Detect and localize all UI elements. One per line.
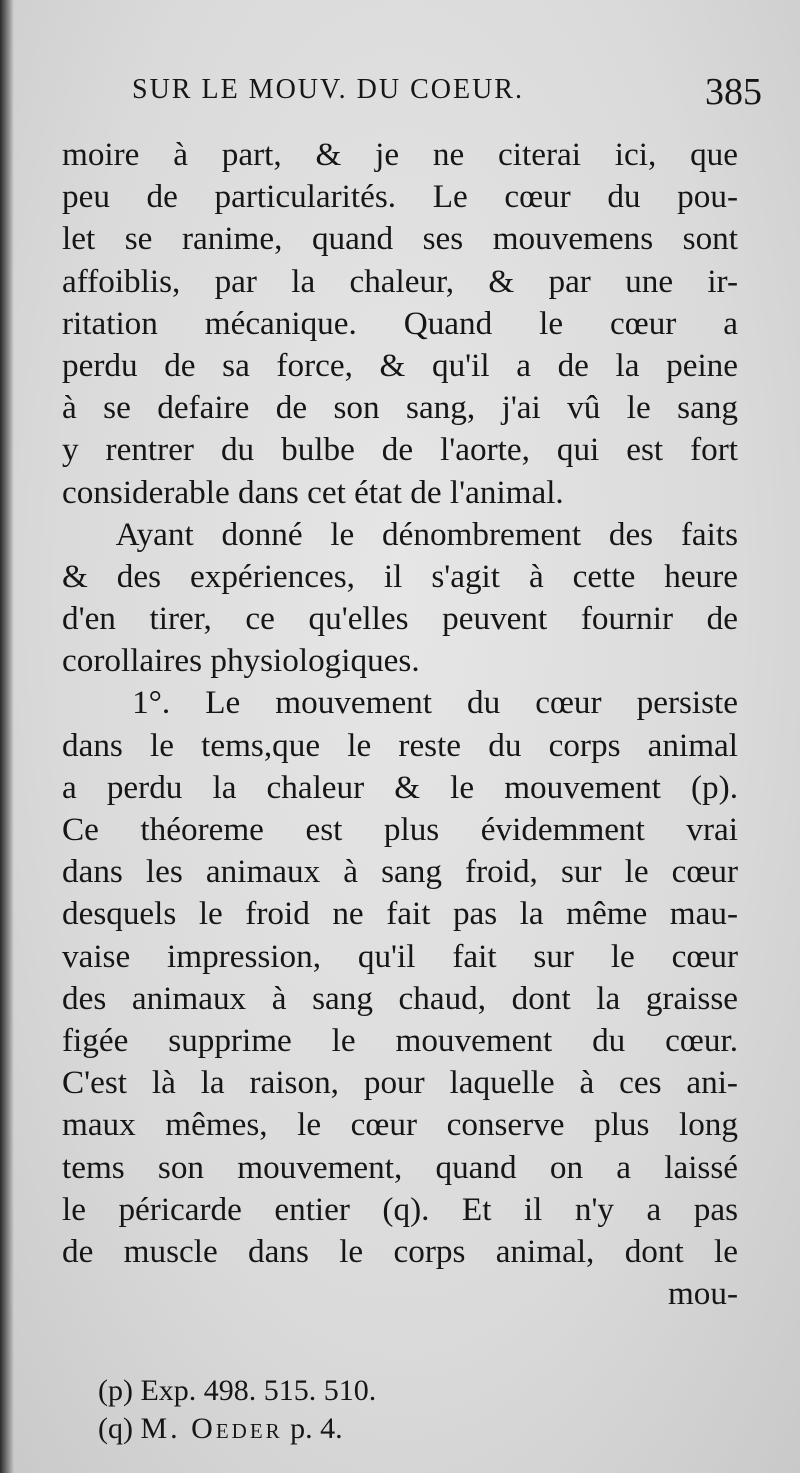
text-line: affoiblis, par la chaleur, & par une ir- xyxy=(62,262,738,300)
text-line: let se ranime, quand ses mouvemens sont xyxy=(62,220,738,258)
text-line: des animaux à sang chaud, dont la graisse xyxy=(62,979,738,1017)
footnotes xyxy=(98,1372,738,1448)
footnote-p xyxy=(98,1372,738,1410)
text-line: desquels le froid ne fait pas la même mau- xyxy=(62,895,738,933)
footnote-text: p. 4. xyxy=(290,1412,343,1445)
page-gutter-shadow xyxy=(0,0,14,1473)
text-line: à se defaire de son sang, j'ai vû le sang xyxy=(62,389,738,427)
text-line: figée supprime le mouvement du cœur. xyxy=(62,1021,738,1059)
footnote-q xyxy=(98,1410,738,1448)
catchword: mou- xyxy=(667,1275,738,1313)
text-line: C'est là la raison, pour laquelle à ces ani- xyxy=(62,1064,738,1102)
body-text xyxy=(62,134,738,1315)
text-line: a perdu la chaleur & le mouvement (p). xyxy=(62,768,738,806)
text-line: de muscle dans le corps animal, dont le xyxy=(62,1232,738,1270)
text-line: vaise impression, qu'il fait sur le cœur xyxy=(62,937,738,975)
text-line: dans les animaux à sang froid, sur le cœur xyxy=(62,853,738,891)
footnote-marker: (p) xyxy=(98,1374,133,1407)
footnote-author: M. Oeder xyxy=(140,1412,283,1445)
running-head xyxy=(132,71,772,118)
text-line: maux mêmes, le cœur conserve plus long xyxy=(62,1106,738,1144)
text-line: 1°. Le mouvement du cœur persiste xyxy=(62,684,738,722)
text-line: & des expériences, il s'agit à cette heure xyxy=(62,557,738,595)
text-line: le péricarde entier (q). Et il n'y a pas xyxy=(62,1190,738,1228)
text-line: Ayant donné le dénombrement des faits xyxy=(62,515,738,553)
text-line: y rentrer du bulbe de l'aorte, qui est fort xyxy=(62,431,738,469)
text-line: ritation mécanique. Quand le cœur a xyxy=(62,304,738,342)
text-line: Ce théoreme est plus évidemment vrai xyxy=(62,811,738,848)
text-line: corollaires physiologiques. xyxy=(62,642,420,680)
text-line: dans le tems,que le reste du corps animal xyxy=(62,726,738,764)
text-line: peu de particularités. Le cœur du pou- xyxy=(62,178,738,216)
running-title: SUR LE MOUV. DU COEUR. xyxy=(132,74,524,105)
text-line: moire à part, & je ne citerai ici, que xyxy=(62,136,738,173)
text-line: perdu de sa force, & qu'il a de la peine xyxy=(62,346,738,384)
footnote-text: Exp. 498. 515. 510. xyxy=(140,1374,377,1407)
footnote-marker: (q) xyxy=(98,1412,133,1445)
text-line: d'en tirer, ce qu'elles peuvent fournir de xyxy=(62,600,738,638)
text-line: considerable dans cet état de l'animal. xyxy=(62,473,564,511)
text-line: tems son mouvement, quand on a laissé xyxy=(62,1148,738,1186)
page-number: 385 xyxy=(705,71,762,113)
